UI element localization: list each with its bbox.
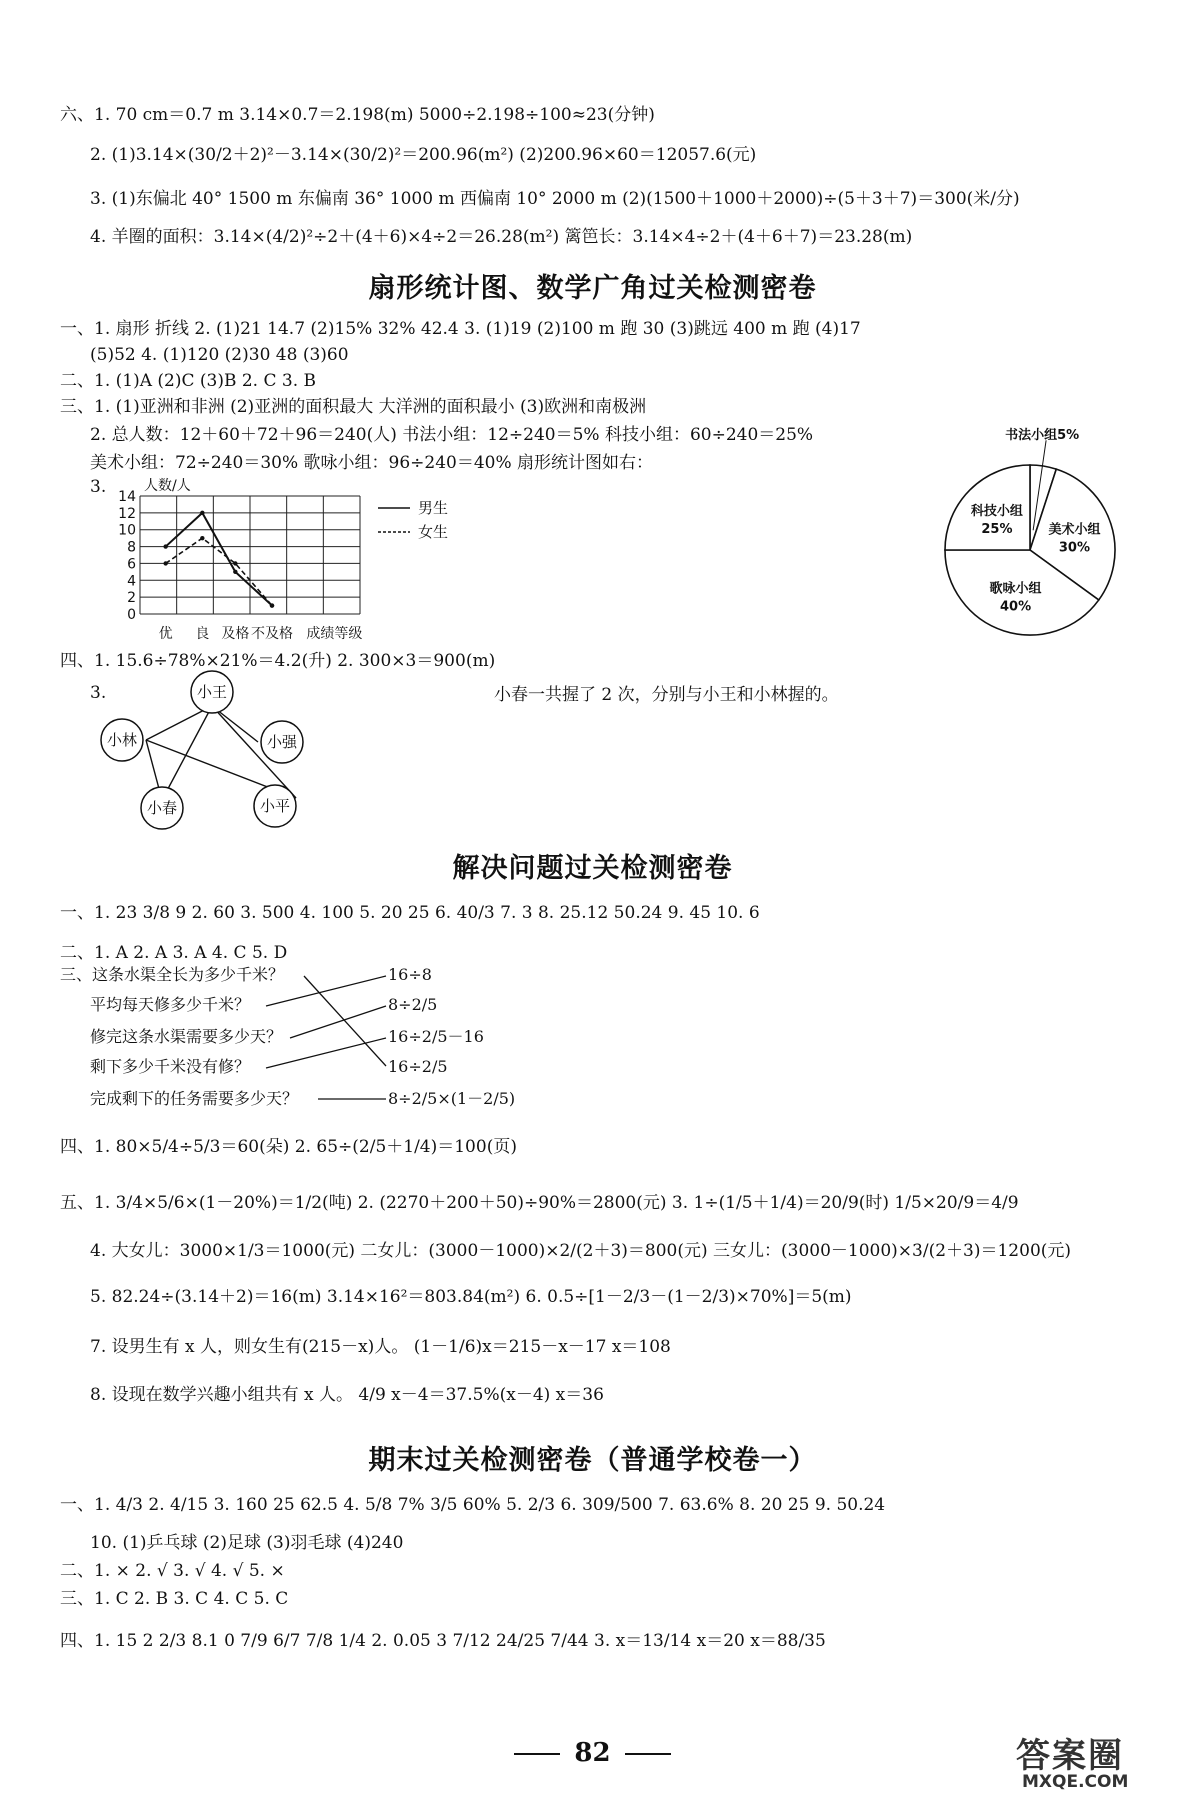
data-point [233, 570, 237, 574]
y-tick-label: 12 [118, 505, 136, 522]
watermark-text: 答案圈 [1016, 1736, 1124, 1776]
matching-diagram [60, 966, 560, 1122]
pie-label: 书法小组5% [1005, 428, 1080, 443]
legend-label: 女生 [418, 523, 449, 541]
answer-line: 一、1. 扇形 折线 2. (1)21 14.7 (2)15% 32% 42.4 3. (1)19 (2)100 m 跑 30 (3)跳远 400 m 跑 (4)17 [60, 319, 861, 339]
answer-line: 二、1. (1)A (2)C (3)B 2. C 3. B [60, 371, 317, 391]
series-line-boys [166, 513, 272, 606]
x-axis-label: 成绩等级 [306, 626, 363, 642]
answer-line: 三、1. C 2. B 3. C 4. C 5. C [60, 1589, 289, 1609]
match-answer: 16÷8 [388, 966, 432, 984]
answer-line: 10. (1)乒乓球 (2)足球 (3)羽毛球 (4)240 [90, 1533, 404, 1553]
answer-line: 四、1. 15 2 2/3 8.1 0 7/9 6/7 7/8 1/4 2. 0.05 3 7/12 24/25 7/44 3. x＝13/14 x＝20 x＝88/35 [60, 1631, 826, 1651]
x-tick-label: 不及格 [251, 626, 293, 642]
data-point [163, 561, 167, 565]
watermark-url: MXQE.COM [1022, 1772, 1129, 1792]
person-name: 小春 [146, 799, 178, 817]
match-question: 完成剩下的任务需要多少天？ [90, 1089, 299, 1108]
match-question: 修完这条水渠需要多少天？ [90, 1027, 283, 1046]
answer-line: 7. 设男生有 x 人，则女生有(215－x)人。 (1－1/6)x＝215－x－17 x＝108 [90, 1337, 671, 1357]
y-tick-label: 0 [127, 607, 136, 623]
answer-line: 4. 大女儿：3000×1/3＝1000(元) 二女儿：(3000－1000)×2/(2＋3)＝800(元) 三女儿：(3000－1000)×3/(2＋3)＝1200(元) [90, 1241, 1072, 1261]
answer-line: 四、1. 80×5/4÷5/3＝60(朵) 2. 65÷(2/5＋1/4)＝100(页) [60, 1137, 517, 1157]
data-point [200, 511, 204, 515]
series-line-girls [166, 538, 272, 605]
match-answer: 16÷2/5－16 [388, 1027, 484, 1046]
watermark-logo [1010, 1726, 1175, 1796]
pie-label: 歌咏小组 [989, 581, 1042, 597]
match-question: 剩下多少千米没有修？ [90, 1057, 251, 1076]
line-chart [110, 476, 510, 646]
handshake-diagram [100, 670, 360, 835]
pie-label: 美术小组 [1048, 522, 1101, 538]
pie-percent: 25% [981, 521, 1013, 537]
y-tick-label: 10 [118, 522, 136, 539]
answer-line: (5)52 4. (1)120 (2)30 48 (3)60 [90, 345, 349, 365]
legend-label: 男生 [418, 499, 449, 517]
data-point [200, 536, 204, 540]
match-line [290, 1006, 386, 1038]
handshake-answer: 小春一共握了 2 次，分别与小王和小林握的。 [494, 685, 839, 705]
question-number: 3. [90, 683, 107, 703]
match-line [304, 976, 386, 1066]
pie-chart [920, 425, 1140, 645]
y-axis-label: 人数/人 [144, 478, 191, 494]
section-title: 期末过关检测密卷（普通学校卷一） [368, 1445, 817, 1476]
answer-line: 8. 设现在数学兴趣小组共有 x 人。 4/9 x－4＝37.5%(x－4) x＝36 [90, 1385, 604, 1405]
data-point [163, 544, 167, 548]
pie-percent: 30% [1058, 540, 1091, 556]
answer-line: 2. (1)3.14×(30/2＋2)²－3.14×(30/2)²＝200.96(m²) (2)200.96×60＝12057.6(元) [90, 145, 757, 165]
match-answer: 16÷2/5 [388, 1057, 448, 1076]
person-name: 小平 [259, 797, 291, 815]
question-number: 3. [90, 477, 107, 497]
answer-line: 一、1. 4/3 2. 4/15 3. 160 25 62.5 4. 5/8 7% 3/5 60% 5. 2/3 6. 309/500 7. 63.6% 8. 20 25 9. 50.24 [60, 1495, 886, 1515]
answer-line: 4. 羊圈的面积：3.14×(4/2)²÷2＋(4＋6)×4÷2＝26.28(m²) 篱笆长：3.14×4÷2＋(4＋6＋7)＝23.28(m) [90, 227, 913, 247]
answer-line: 5. 82.24÷(3.14＋2)＝16(m) 3.14×16²＝803.84(m²) 6. 0.5÷[1－2/3－(1－2/3)×70%]＝5(m) [90, 1287, 852, 1307]
section-title: 扇形统计图、数学广角过关检测密卷 [368, 273, 817, 304]
y-tick-label: 2 [127, 590, 136, 607]
pie-percent: 40% [999, 599, 1032, 615]
x-tick-label: 良 [195, 626, 210, 642]
match-question: 平均每天修多少千米？ [90, 995, 251, 1014]
person-name: 小林 [106, 731, 138, 749]
page-number-text: 82 [574, 1738, 611, 1768]
answer-line: 3. (1)东偏北 40° 1500 m 东偏南 36° 1000 m 西偏南 10° 2000 m (2)(1500＋1000＋2000)÷(5＋3＋7)＝300(米/分) [90, 189, 1020, 209]
answer-line: 一、1. 23 3/8 9 2. 60 3. 500 4. 100 5. 20 25 6. 40/3 7. 3 8. 25.12 50.24 9. 45 10. 6 [60, 903, 760, 923]
x-tick-label: 优 [158, 626, 173, 642]
y-tick-label: 6 [127, 556, 136, 573]
data-point [270, 603, 274, 607]
match-line [266, 1038, 386, 1068]
section-title: 解决问题过关检测密卷 [452, 853, 733, 884]
match-answer: 8÷2/5×(1－2/5) [388, 1089, 516, 1108]
match-question: 三、这条水渠全长为多少千米？ [60, 966, 285, 984]
y-tick-label: 14 [118, 489, 136, 505]
pie-label: 科技小组 [970, 503, 1023, 519]
person-name: 小王 [196, 683, 228, 701]
answer-line: 三、1. (1)亚洲和非洲 (2)亚洲的面积最大 大洋洲的面积最小 (3)欧洲和南极洲 [60, 397, 647, 417]
y-tick-label: 8 [127, 539, 136, 556]
answer-line: 六、1. 70 cm＝0.7 m 3.14×0.7＝2.198(m) 5000÷2.198÷100≈23(分钟) [60, 105, 655, 125]
y-tick-label: 4 [127, 573, 136, 590]
answer-line: 美术小组：72÷240＝30% 歌咏小组：96÷240＝40% 扇形统计图如右： [90, 453, 654, 473]
answer-line: 五、1. 3/4×5/6×(1－20%)＝1/2(吨) 2. (2270＋200＋50)÷90%＝2800(元) 3. 1÷(1/5＋1/4)＝20/9(时) 1/5×20/9＝4/9 [60, 1193, 1019, 1213]
match-answer: 8÷2/5 [388, 995, 438, 1014]
x-tick-label: 及格 [221, 626, 250, 642]
page-number [0, 1738, 1185, 1768]
answer-line: 四、1. 15.6÷78%×21%＝4.2(升) 2. 300×3＝900(m) [60, 651, 496, 671]
answer-line: 2. 总人数：12＋60＋72＋96＝240(人) 书法小组：12÷240＝5% 科技小组：60÷240＝25% [90, 425, 814, 445]
answer-line: 二、1. A 2. A 3. A 4. C 5. D [60, 943, 288, 963]
answer-line: 二、1. × 2. √ 3. √ 4. √ 5. × [60, 1561, 285, 1581]
person-name: 小强 [266, 733, 298, 751]
handshake-line [162, 706, 212, 800]
data-point [233, 561, 237, 565]
